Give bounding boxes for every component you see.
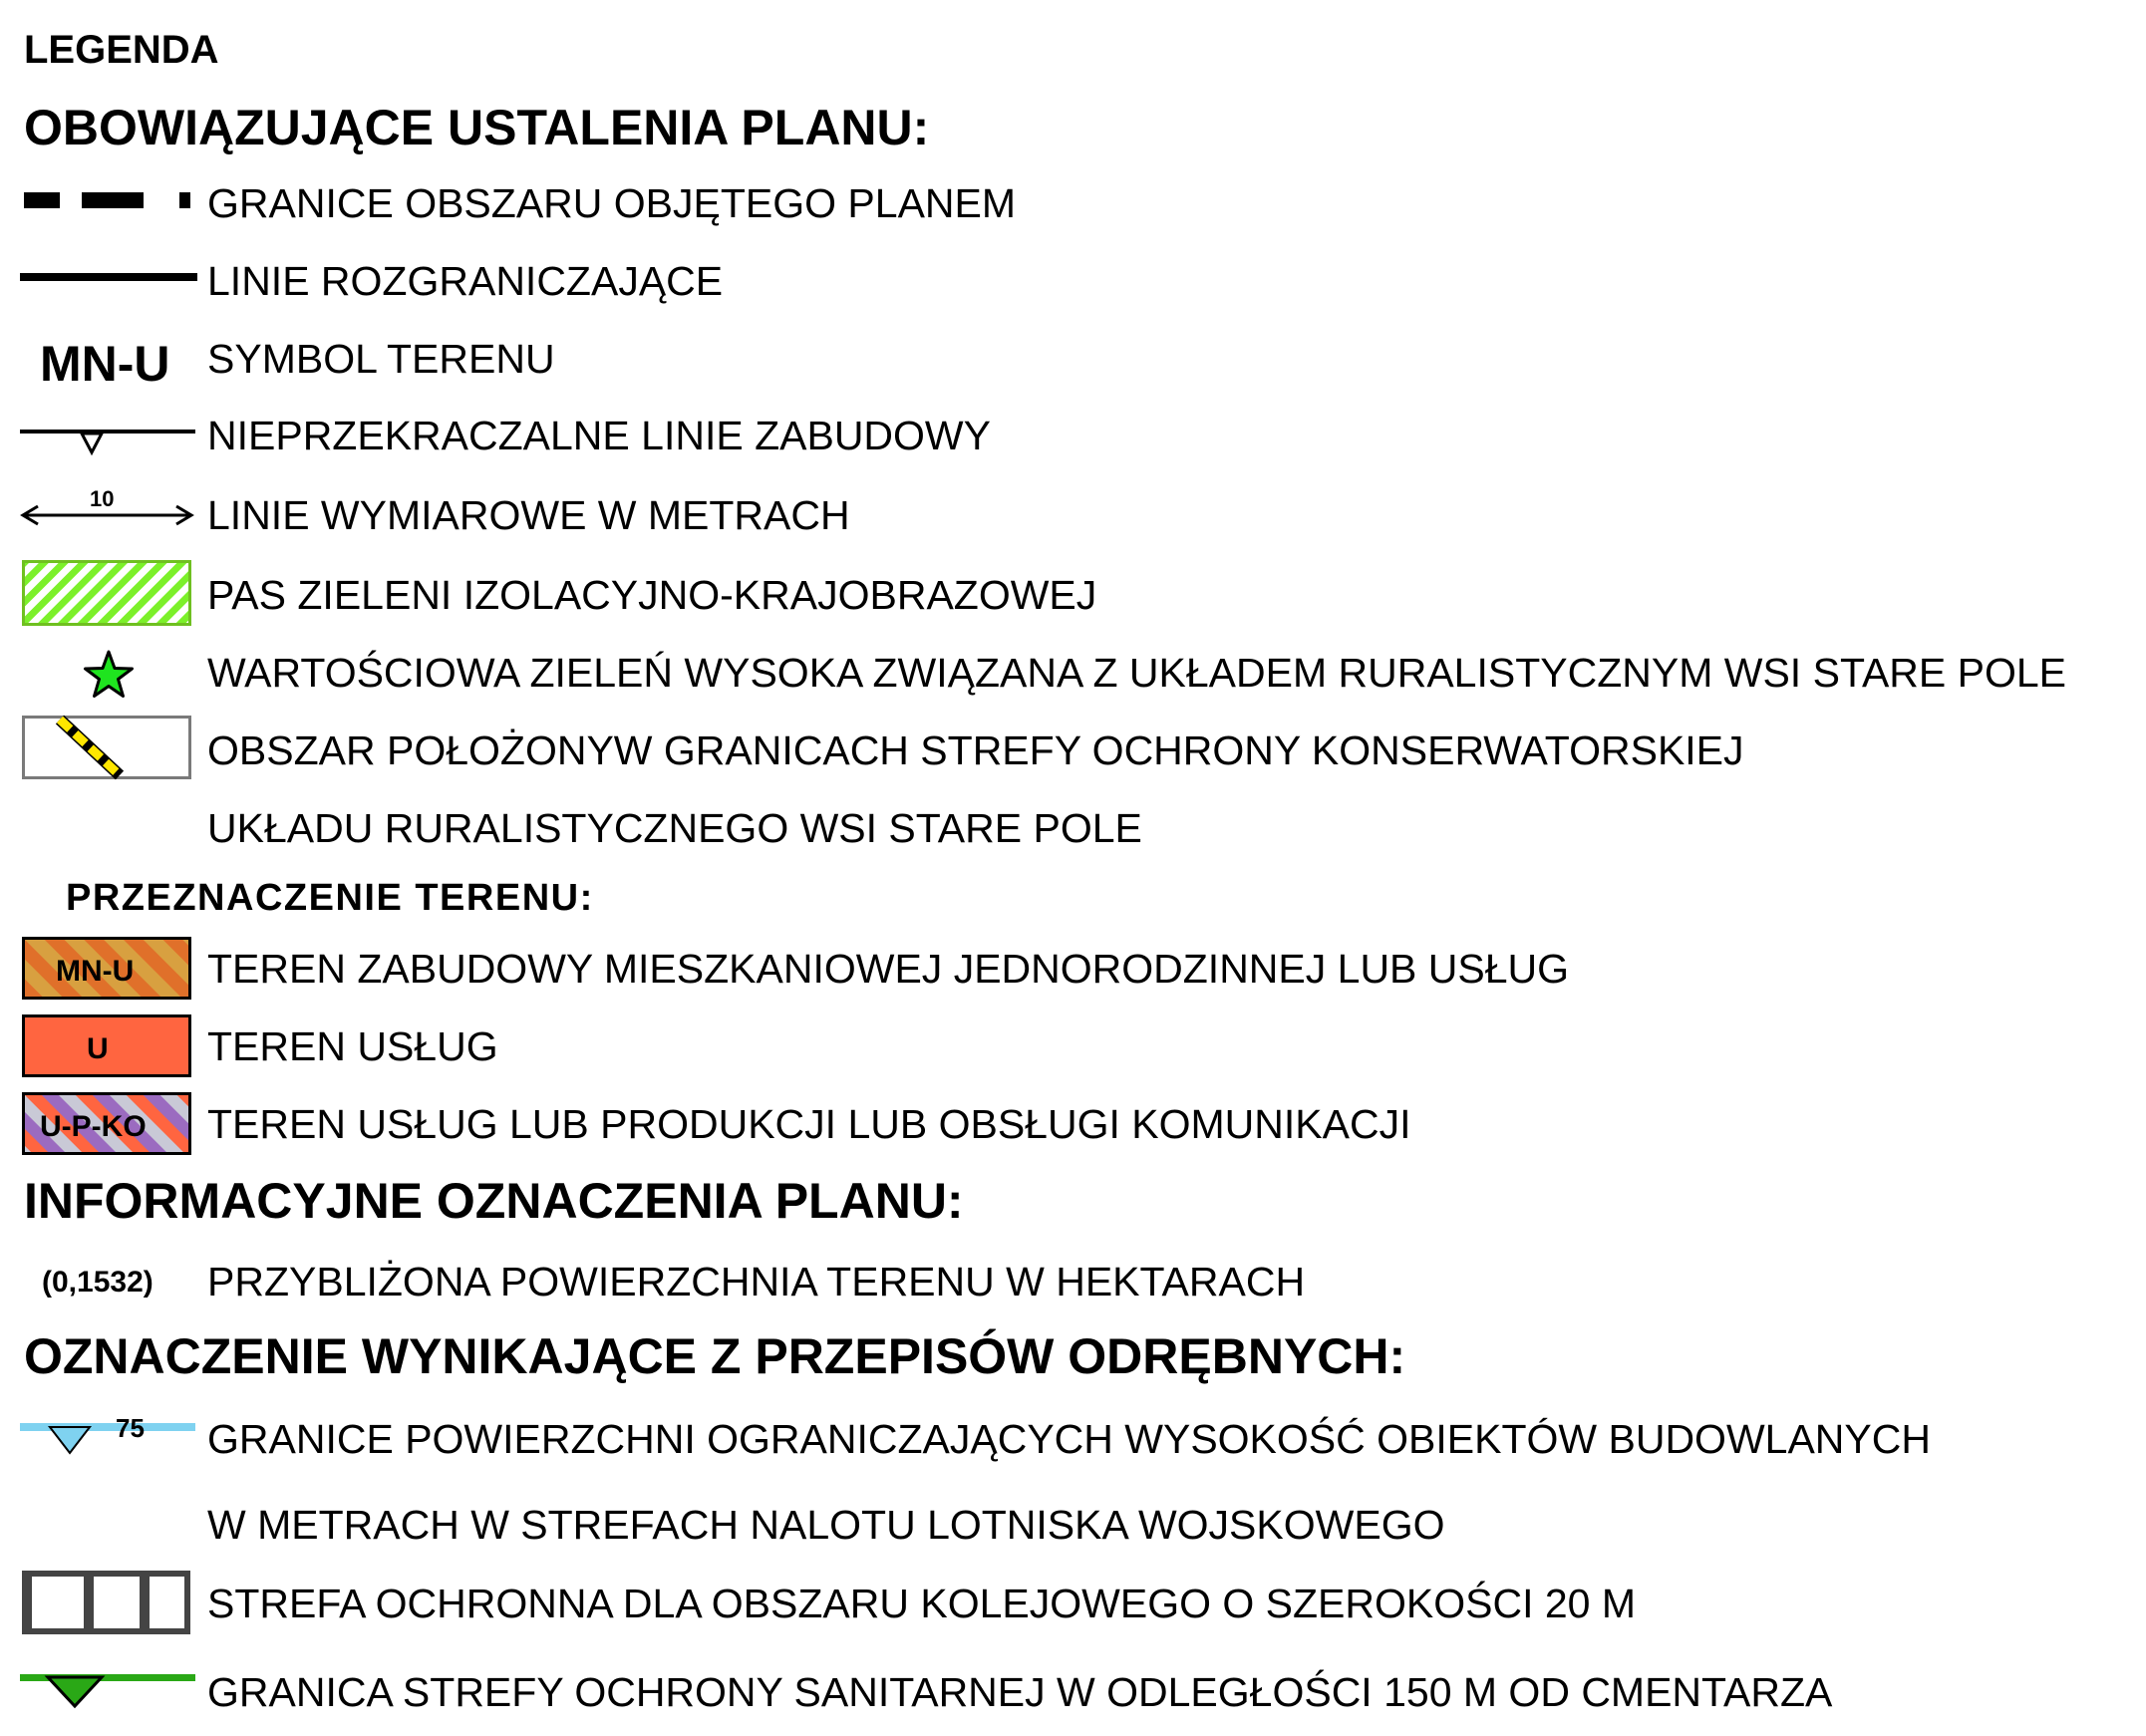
land-use-code-u: U — [87, 1032, 109, 1065]
legend-label-sanitary-zone: GRANICA STREFY OCHRONY SANITARNEJ W ODLEGŁOŚCI 150 M OD CMENTARZA — [207, 1669, 1833, 1715]
legend-label-conservation-zone-line2: UKŁADU RURALISTYCZNEGO WSI STARE POLE — [207, 805, 1142, 851]
building-line-triangle-icon — [20, 427, 199, 460]
height-limit-line-icon — [20, 1413, 199, 1463]
land-use-code-upko: U-P-KO — [40, 1110, 147, 1143]
legend-label-mnu: TEREN ZABUDOWY MIESZKANIOWEJ JEDNORODZINNEJ LUB USŁUG — [207, 946, 1570, 992]
legend-label-green-belt: PAS ZIELENI IZOLACYJNO-KRAJOBRAZOWEJ — [207, 572, 1097, 618]
solid-line-icon — [20, 273, 197, 285]
legend-label-boundary: GRANICE OBSZARU OBJĘTEGO PLANEM — [207, 180, 1017, 226]
legend-label-height-limit-line2: W METRACH W STREFACH NALOTU LOTNISKA WOJSKOWEGO — [207, 1502, 1445, 1548]
dimension-value: 10 — [90, 486, 115, 511]
legend-label-dividing-lines: LINIE ROZGRANICZAJĄCE — [207, 258, 724, 304]
legend-label-dimension-lines: LINIE WYMIAROWE W METRACH — [207, 492, 850, 538]
legend-label-valuable-greenery: WARTOŚCIOWA ZIELEŃ WYSOKA ZWIĄZANA Z UKŁADEM RURALISTYCZNYM WSI STARE POLE — [207, 650, 2067, 696]
land-use-code-mnu: MN-U — [56, 955, 135, 988]
terrain-symbol-sample: MN-U — [40, 336, 170, 392]
green-hatch-icon — [22, 560, 191, 626]
section-heading-obligatory: OBOWIĄZUJĄCE USTALENIA PLANU: — [24, 100, 930, 155]
green-star-icon — [83, 650, 135, 700]
legend-label-area: PRZYBLIŻONA POWIERZCHNIA TERENU W HEKTARACH — [207, 1259, 1306, 1304]
legend-label-building-lines: NIEPRZEKRACZALNE LINIE ZABUDOWY — [207, 413, 991, 458]
railway-zone-icon — [22, 1571, 193, 1636]
legend-label-railway-zone: STREFA OCHRONNA DLA OBSZARU KOLEJOWEGO O SZEROKOŚCI 20 M — [207, 1581, 1637, 1626]
legend-label-upko: TEREN USŁUG LUB PRODUKCJI LUB OBSŁUGI KOMUNIKACJI — [207, 1101, 1411, 1147]
legend-title: LEGENDA — [24, 28, 219, 72]
legend-label-height-limit: GRANICE POWIERZCHNI OGRANICZAJĄCYCH WYSOKOŚĆ OBIEKTÓW BUDOWLANYCH — [207, 1416, 1931, 1462]
section-heading-informational: INFORMACYJNE OZNACZENIA PLANU: — [24, 1173, 964, 1229]
legend-label-terrain-symbol: SYMBOL TERENU — [207, 336, 555, 382]
green-triangle-line-icon — [20, 1674, 199, 1724]
yellow-dashed-diagonal-icon — [22, 716, 193, 781]
section-heading-regulations: OZNACZENIE WYNIKAJĄCE Z PRZEPISÓW ODRĘBNYCH: — [24, 1328, 1406, 1384]
legend-label-conservation-zone: OBSZAR POŁOŻONYW GRANICACH STREFY OCHRONY KONSERWATORSKIEJ — [207, 727, 1744, 773]
dashed-boundary-line-icon — [24, 192, 193, 212]
section-heading-land-use: PRZEZNACZENIE TERENU: — [66, 877, 594, 919]
height-limit-value: 75 — [116, 1413, 145, 1443]
legend-label-u: TEREN USŁUG — [207, 1023, 498, 1069]
double-arrow-icon — [20, 504, 199, 528]
area-value-sample: (0,1532) — [42, 1266, 153, 1299]
